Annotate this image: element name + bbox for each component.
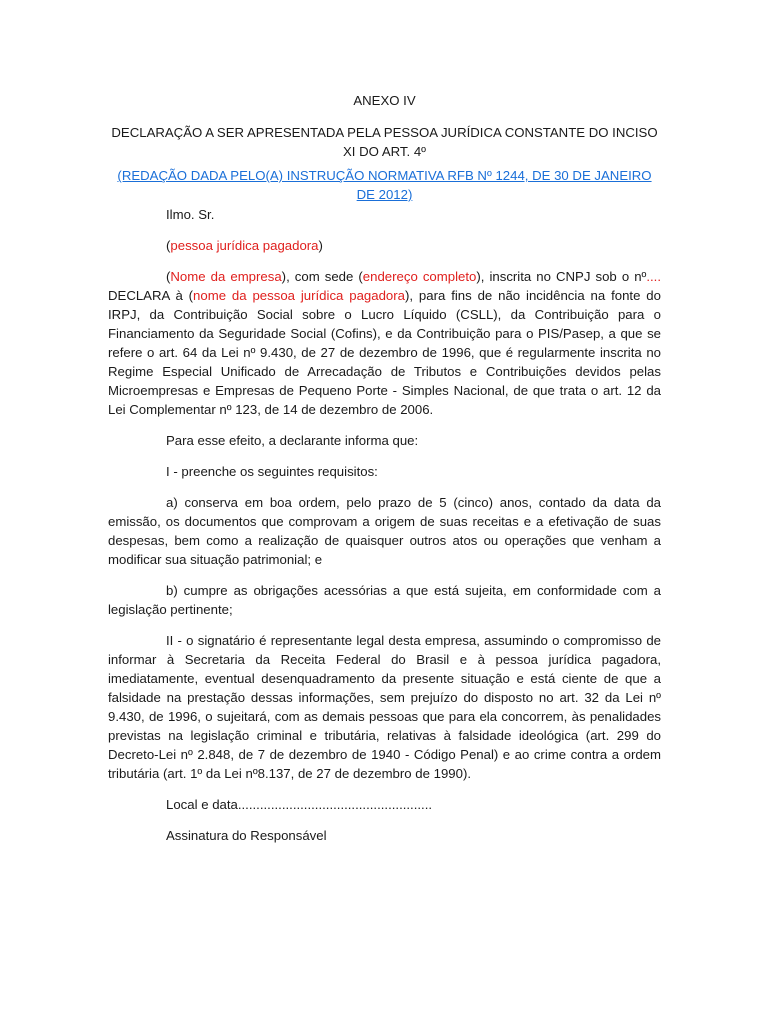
- signature-line: Assinatura do Responsável: [166, 828, 327, 843]
- redaction-link[interactable]: (REDAÇÃO DADA PELO(A) INSTRUÇÃO NORMATIVA RFB Nº 1244, DE 30 DE JANEIRO DE 2012): [117, 168, 652, 202]
- salutation: Ilmo. Sr.: [166, 207, 215, 222]
- main-text-3: ), inscrita no CNPJ sob o nº: [476, 269, 647, 284]
- item-a: a) conserva em boa ordem, pelo prazo de 5 (cinco) anos, contado da data da emissão, os documentos que comprovam a origem de suas receitas e a efetivação de suas despesas, bem como a realização de quaisquer outros atos ou operações que venham a modificar sua situação patrimonial; e: [108, 495, 661, 567]
- address-placeholder: endereço completo: [362, 269, 477, 284]
- main-text-4: DECLARA à (: [108, 288, 194, 303]
- cnpj-placeholder: ....: [646, 269, 662, 284]
- local-date-line: Local e data.....................................................: [166, 797, 433, 812]
- recipient-placeholder: pessoa jurídica pagadora: [170, 238, 319, 253]
- declaration-title: DECLARAÇÃO A SER APRESENTADA PELA PESSOA JURÍDICA CONSTANTE DO INCISO XI DO ART. 4º: [111, 125, 658, 159]
- main-text-5: ), para fins de não incidência na fonte do IRPJ, da Contribuição Social sobre o Lucro Líquido (CSLL), da Contribuição para o Financiamento da Seguridade Social (Cofins), e da Contribuição para o PIS/Pasep, a que se refere o art. 64 da Lei nº 9.430, de 27 de dezembro de 1996, que é regularmente inscrita no Regime Especial Unificado de Arrecadação de Tributos e Contribuições devidos pelas Microempresas e Empresas de Pequeno Porte - Simples Nacional, de que trata o art. 12 da Lei Complementar nº 123, de 14 de dezembro de 2006.: [108, 288, 661, 417]
- intro-effect: Para esse efeito, a declarante informa que:: [166, 433, 419, 448]
- item-i: I - preenche os seguintes requisitos:: [166, 464, 378, 479]
- item-b: b) cumpre as obrigações acessórias a que está sujeita, em conformidade com a legislação pertinente;: [108, 583, 661, 617]
- recipient-line: [108, 236, 661, 255]
- recipient-close: ): [318, 238, 323, 253]
- recipient-open: (: [166, 238, 171, 253]
- document-page: [108, 91, 661, 857]
- main-declaration-paragraph: [108, 267, 661, 419]
- main-text-2: ), com sede (: [281, 269, 363, 284]
- main-text-1: (: [166, 269, 171, 284]
- payer-name-placeholder: nome da pessoa jurídica pagadora: [193, 288, 405, 303]
- item-ii: II - o signatário é representante legal desta empresa, assumindo o compromisso de informar à Secretaria da Receita Federal do Brasil e à pessoa jurídica pagadora, imediatamente, eventual desenquadramento da presente situação e está ciente de que a falsidade na prestação dessas informações, sem prejuízo do disposto no art. 32 da Lei nº 9.430, de 1996, o sujeitará, com as demais pessoas que para ela concorrem, às penalidades previstas na legislação criminal e tributária, relativas à falsidade ideológica (art. 299 do Decreto-Lei nº 2.848, de 7 de dezembro de 1940 - Código Penal) e ao crime contra a ordem tributária (art. 1º da Lei nº8.137, de 27 de dezembro de 1990).: [108, 633, 661, 781]
- company-name-placeholder: Nome da empresa: [170, 269, 282, 284]
- annex-title: ANEXO IV: [353, 93, 416, 108]
